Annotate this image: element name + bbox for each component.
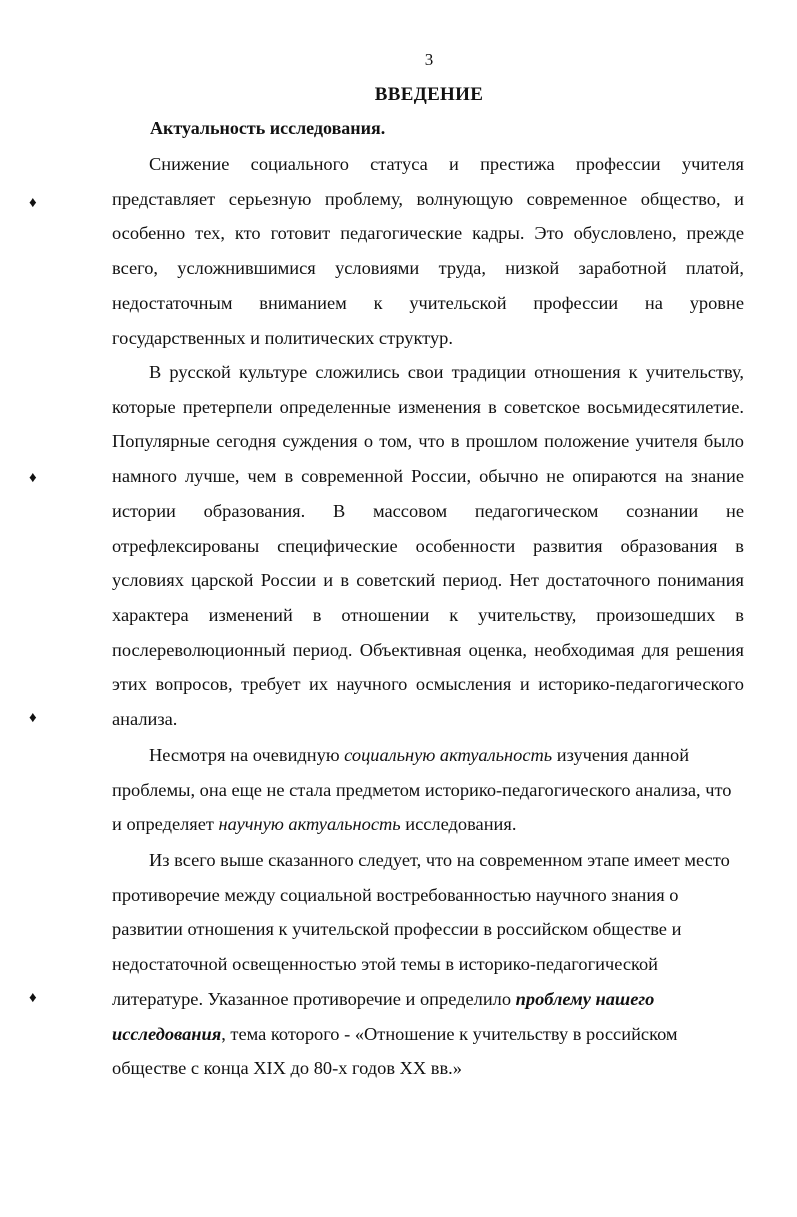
paragraph-4-part-c: , тема которого - «Отношение к учительству в российском обществе с конца XIX до 80-х годов XX вв.» [112, 1023, 678, 1079]
paragraph-1 [112, 147, 744, 355]
paragraph-3 [112, 738, 744, 842]
scientific-relevance-term: научную актуальность [218, 814, 401, 835]
paragraph-2-text: В русской культуре сложились свои традиции отношения к учительству, которые претерпели определенные изменения в советское восьмидесятилетие. Популярные сегодня суждения о том, что в прошлом положение учителя было намного лучше, чем в современной России, обычно не опираются на знание истории образования. В массовом педагогическом сознании не отрефлексированы специфические особенности развития образования в условиях царской России и в советский период. Нет достаточного понимания характера изменений в отношении к учительству, произошедших в послереволюционный период. Объективная оценка, необходимая для решения этих вопросов, требует их научного осмысления и историко-педагогического анализа. [112, 362, 744, 730]
binding-hole-mark-1: ♦ [29, 195, 37, 211]
paragraph-4-part-a: Из всего выше сказанного следует, что на современном этапе имеет место противоречие между социальной востребованностью научного знания о развитии отношения к учительской профессии в российском обществе и недостаточной освещенностью этой темы в историко-педагогической литературе. Указанное противоречие и определило [112, 850, 730, 1009]
paragraph-4-text [112, 843, 744, 1086]
research-problem-term: проблему нашего исследования [112, 988, 655, 1044]
paragraph-1-text: Снижение социального статуса и престижа профессии учителя представляет серьезную проблему, волнующую современное общество, и особенно тех, кто готовит педагогические кадры. Это обусловлено, прежде всего, усложнившимися условиями труда, низкой заработной платой, недостаточным вниманием к учительской профессии на уровне государственных и политических структур. [112, 154, 744, 348]
paragraph-3-part-e: исследования. [400, 814, 517, 835]
section-subtitle: Актуальность исследования. [150, 118, 386, 138]
social-relevance-term: социальную актуальность [344, 745, 553, 765]
binding-hole-mark-2: ♦ [29, 470, 37, 486]
page-title: ВВЕДЕНИЕ [374, 84, 484, 105]
binding-hole-mark-4: ♦ [29, 990, 37, 1006]
paragraph-3-part-a: Несмотря на очевидную [149, 745, 345, 765]
paragraph-2 [112, 355, 744, 737]
binding-hole-mark-3: ♦ [29, 710, 37, 726]
paragraph-4 [112, 843, 744, 1086]
paragraph-3-text [112, 738, 744, 842]
paragraph-3-part-c: изучения данной проблемы, она еще не стала предметом историко-педагогического анализа, что и определяет [112, 745, 732, 835]
page-number: 3 [424, 50, 434, 69]
